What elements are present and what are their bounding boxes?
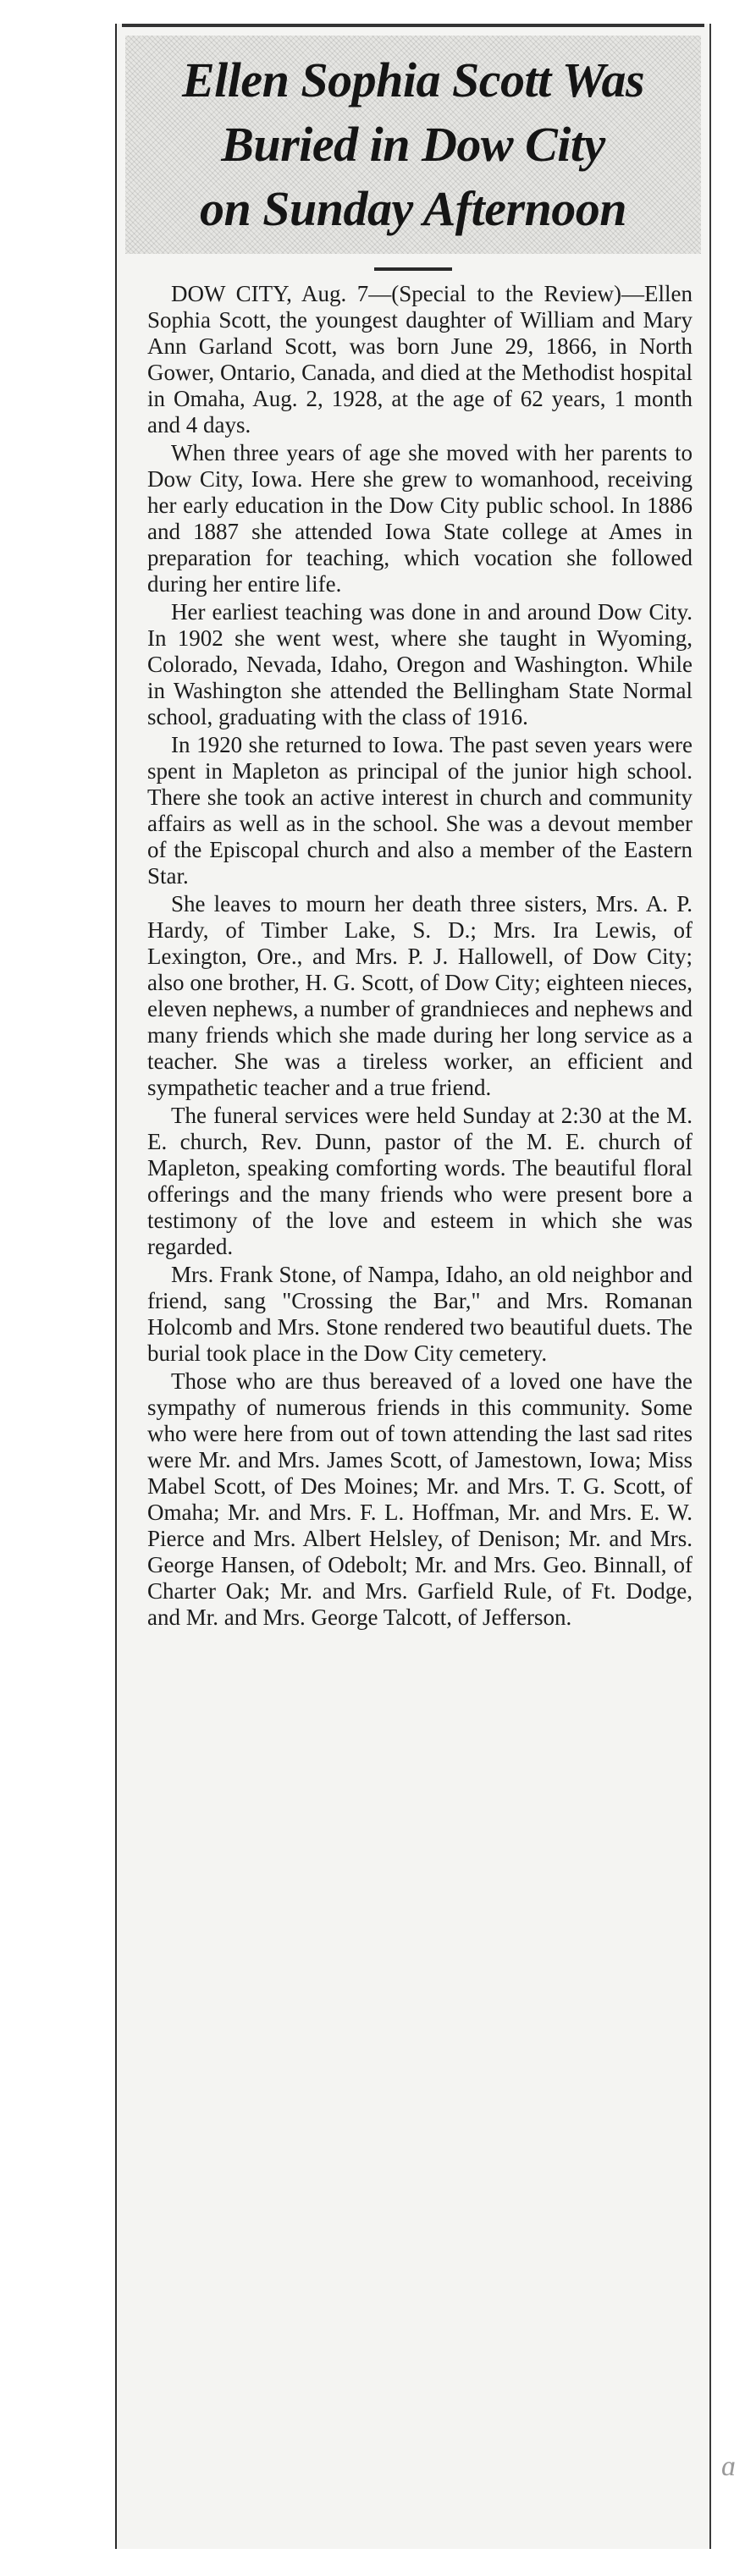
article-paragraph-2: When three years of age she moved with her parents to Dow City, Iowa. Here she grew to womanhood, receiving her early education in the Dow City public school. In 1886 and 1887 she attended Iowa State college at Ames in preparation for teaching, which vocation she followed during her entire life. — [147, 440, 693, 597]
headline-line-3: on Sunday Afternoon — [199, 181, 627, 236]
article-body — [147, 281, 693, 1632]
paragraph-text: Ellen Sophia Scott, the youngest daughter of William and Mary Ann Garland Scott, was born June 29, 1866, in North Gower, Ontario, Canada, and died at the Methodist hospital in Omaha, Aug. 2, 1928, at the age of 62 years, 1 month and 4 days. — [147, 281, 693, 438]
headline-line-2: Buried in Dow City — [221, 117, 605, 172]
article-paragraph-5: She leaves to mourn her death three sisters, Mrs. A. P. Hardy, of Timber Lake, S. D.; Mrs. Ira Lewis, of Lexington, Ore., and Mrs. P. J. Hallowell, of Dow City; also one brother, H. G. Scott, of Dow City; eighteen nieces, eleven nephews, a number of grandnieces and nephews and many friends which she made during her long service as a teacher. She was a tireless worker, an efficient and sympathetic teacher and a true friend. — [147, 891, 693, 1100]
pencil-mark-icon: ɑ — [721, 2451, 736, 2482]
dateline: DOW CITY, Aug. 7—(Special to the Review)— — [171, 281, 645, 306]
headline-divider — [374, 267, 452, 271]
article-paragraph-7: Mrs. Frank Stone, of Nampa, Idaho, an old neighbor and friend, sang "Crossing the Bar," and Mrs. Romanan Holcomb and Mrs. Stone rendered two beautiful duets. The burial took place in the Dow City cemetery. — [147, 1262, 693, 1366]
article-paragraph-6: The funeral services were held Sunday at 2:30 at the M. E. church, Rev. Dunn, pastor of the M. E. church of Mapleton, speaking comforting words. The beautiful floral offerings and the many friends who were present bore a testimony of the love and esteem in which she was regarded. — [147, 1103, 693, 1259]
newspaper-clipping — [115, 24, 711, 2549]
article-paragraph-3: Her earliest teaching was done in and around Dow City. In 1902 she went west, where she taught in Wyoming, Colorado, Nevada, Idaho, Oregon and Washington. While in Washington she attended the Bellingham State Normal school, graduating with the class of 1916. — [147, 599, 693, 729]
article-paragraph-4: In 1920 she returned to Iowa. The past seven years were spent in Mapleton as principal of the junior high school. There she took an active interest in church and community affairs as well as in the school. She was a devout member of the Episcopal church and also a member of the Eastern Star. — [147, 732, 693, 889]
article-paragraph-1 — [147, 281, 693, 438]
headline — [125, 36, 701, 254]
headline-line-1: Ellen Sophia Scott Was — [181, 52, 645, 107]
article-paragraph-8: Those who are thus bereaved of a loved one have the sympathy of numerous friends in this community. Some who were here from out of town attending the last sad rites were Mr. and Mrs. James Scott, of Jamestown, Iowa; Miss Mabel Scott, of Des Moines; Mr. and Mrs. T. G. Scott, of Omaha; Mr. and Mrs. F. L. Hoffman, Mr. and Mrs. E. W. Pierce and Mrs. Albert Helsley, of Denison; Mr. and Mrs. George Hansen, of Odebolt; Mr. and Mrs. Geo. Binnall, of Charter Oak; Mr. and Mrs. Garfield Rule, of Ft. Dodge, and Mr. and Mrs. George Talcott, of Jefferson. — [147, 1368, 693, 1630]
